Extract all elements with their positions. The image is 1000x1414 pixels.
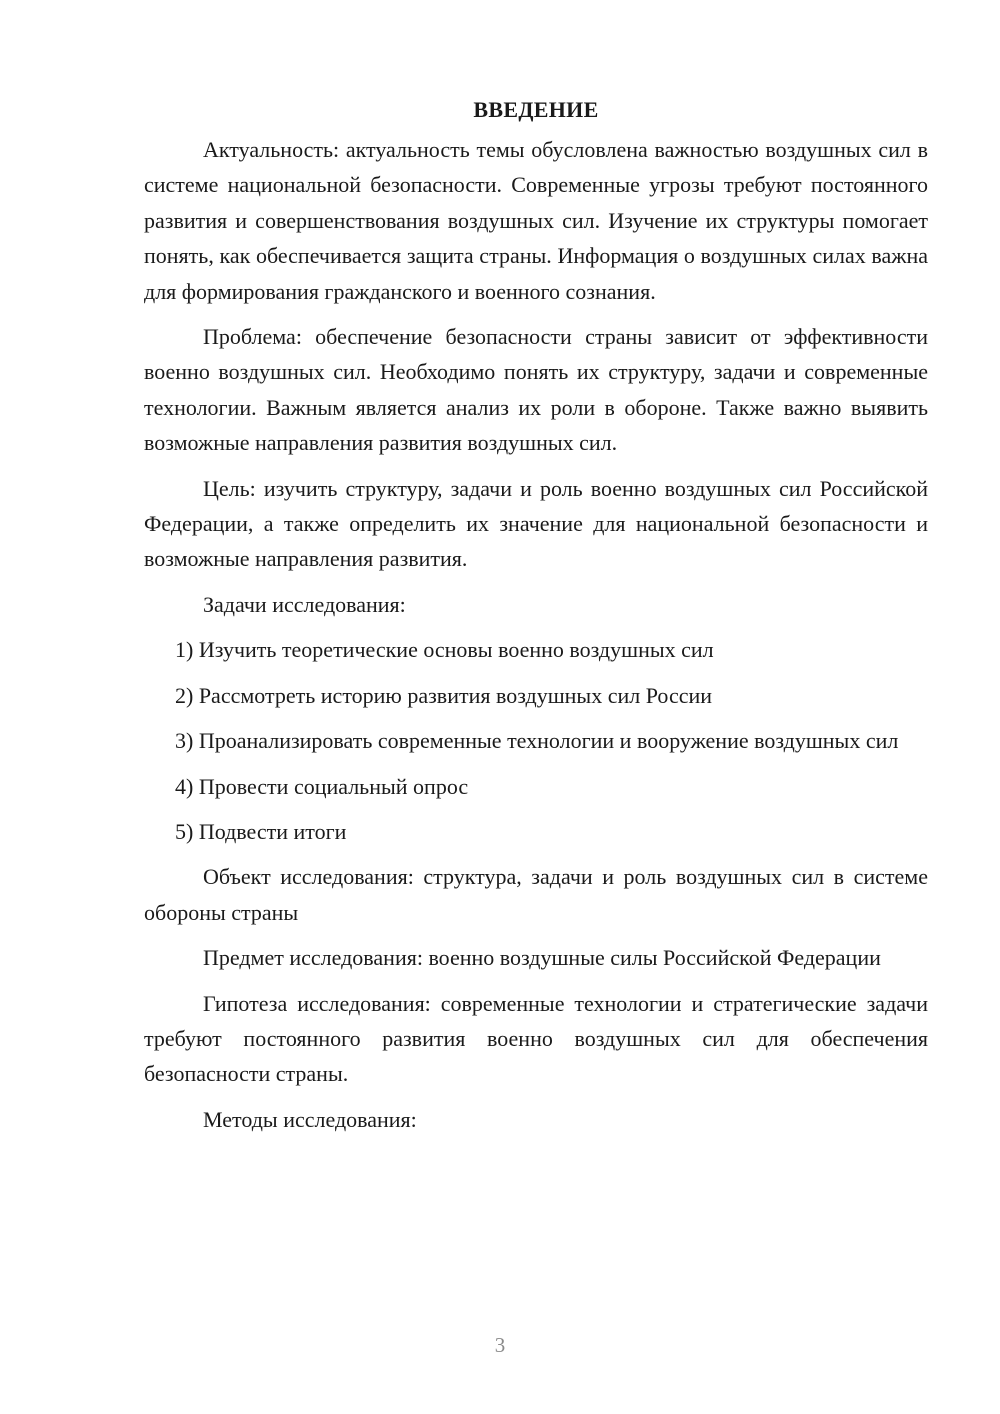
- paragraph-object: Объект исследования: структура, задачи и роль воздушных сил в системе обороны страны: [144, 864, 928, 925]
- paragraph-relevance: Актуальность: актуальность темы обусловлена важностью воздушных сил в системе национальной безопасности. Современные угрозы требуют постоянного развития и совершенствования воздушных сил. Изучение их структуры помогает понять, как обеспечивается защита страны. Информация о воздушных силах важна для формирования гражданского и военного сознания.: [144, 137, 928, 304]
- document-page: [144, 92, 928, 1147]
- paragraph-methods: Методы исследования:: [203, 1106, 417, 1132]
- paragraph-hypothesis: Гипотеза исследования: современные технологии и стратегические задачи требуют постоянного развития военно воздушных сил для обеспечения безопасности страны.: [144, 990, 928, 1087]
- task-item-3: 3) Проанализировать современные технологии и вооружение воздушных сил: [175, 728, 899, 754]
- document-title: ВВЕДЕНИЕ: [473, 97, 599, 122]
- task-item-4: 4) Провести социальный опрос: [175, 773, 469, 799]
- task-item-2: 2) Рассмотреть историю развития воздушных сил России: [175, 682, 713, 708]
- page-number: 3: [494, 1333, 506, 1357]
- paragraph-subject: Предмет исследования: военно воздушные силы Российской Федерации: [203, 945, 881, 971]
- paragraph-tasks-heading: Задачи исследования:: [203, 591, 406, 617]
- paragraph-problem: Проблема: обеспечение безопасности страны зависит от эффективности военно воздушных сил. Необходимо понять их структуру, задачи и современные технологии. Важным является анализ их роли в обороне. Также важно выявить возможные направления развития воздушных сил.: [144, 324, 928, 456]
- paragraph-goal: Цель: изучить структуру, задачи и роль военно воздушных сил Российской Федерации, а также определить их значение для национальной безопасности и возможные направления развития.: [144, 475, 928, 572]
- task-item-5: 5) Подвести итоги: [175, 818, 347, 844]
- task-item-1: 1) Изучить теоретические основы военно воздушных сил: [175, 637, 714, 663]
